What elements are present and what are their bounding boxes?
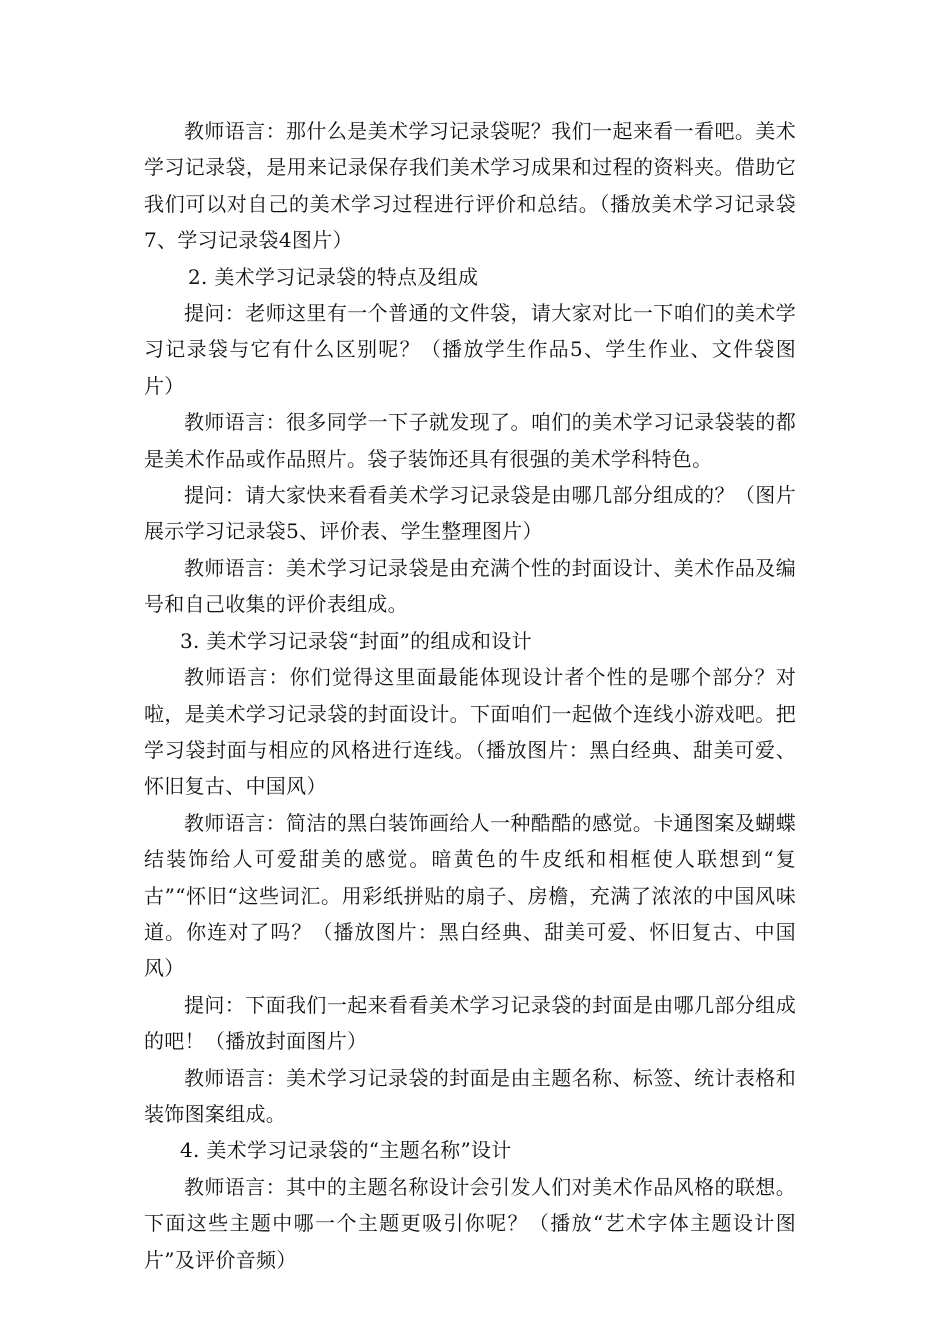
- document-body: [144, 113, 796, 1278]
- section-heading-2: 2. 美术学习记录袋的特点及组成: [188, 264, 479, 289]
- paragraph-teacher-cover-game: 教师语言：你们觉得这里面最能体现设计者个性的是哪个部分？对啦，是美术学习记录袋的封面设计。下面咱们一起做个连线小游戏吧。把学习袋封面与相应的风格进行连线。（播放图片：黑白经典、甜美可爱、怀旧复古、中国风）: [144, 665, 796, 799]
- section-heading-3: 3. 美术学习记录袋“封面”的组成和设计: [180, 628, 532, 653]
- paragraph-teacher-parts: 教师语言：美术学习记录袋是由充满个性的封面设计、美术作品及编号和自己收集的评价表组成。: [144, 555, 796, 617]
- paragraph-teacher-theme-name: 教师语言：其中的主题名称设计会引发人们对美术作品风格的联想。下面这些主题中哪一个主题更吸引你呢？（播放“艺术字体主题设计图片”及评价音频）: [144, 1174, 796, 1272]
- paragraph-question-file-bag: 提问：老师这里有一个普通的文件袋，请大家对比一下咱们的美术学习记录袋与它有什么区别呢？（播放学生作品5、学生作业、文件袋图片）: [144, 301, 796, 398]
- paragraph-teacher-cover-styles: 教师语言：简洁的黑白装饰画给人一种酷酷的感觉。卡通图案及蝴蝶结装饰给人可爱甜美的感觉。暗黄色的牛皮纸和相框使人联想到“复古”“怀旧“这些词汇。用彩纸拼贴的扇子、房檐，充满了浓浓的中国风味道。你连对了吗？（播放图片：黑白经典、甜美可爱、怀旧复古、中国风）: [144, 810, 796, 981]
- paragraph-question-cover-parts: 提问：下面我们一起来看看美术学习记录袋的封面是由哪几部分组成的吧！（播放封面图片）: [144, 992, 796, 1054]
- section-heading-4: 4. 美术学习记录袋的“主题名称”设计: [180, 1138, 512, 1163]
- paragraph-teacher-discovery: 教师语言：很多同学一下子就发现了。咱们的美术学习记录袋装的都是美术作品或作品照片。袋子装饰还具有很强的美术学科特色。: [144, 410, 796, 471]
- paragraph-question-parts: 提问：请大家快来看看美术学习记录袋是由哪几部分组成的？（图片展示学习记录袋5、评价表、学生整理图片）: [144, 483, 796, 544]
- paragraph-teacher-intro: 教师语言：那什么是美术学习记录袋呢？我们一起来看一看吧。美术学习记录袋，是用来记录保存我们美术学习成果和过程的资料夹。借助它我们可以对自己的美术学习过程进行评价和总结。（播放美术学习记录袋7、学习记录袋4图片）: [144, 119, 796, 253]
- paragraph-teacher-cover-parts: 教师语言：美术学习记录袋的封面是由主题名称、标签、统计表格和装饰图案组成。: [144, 1065, 796, 1126]
